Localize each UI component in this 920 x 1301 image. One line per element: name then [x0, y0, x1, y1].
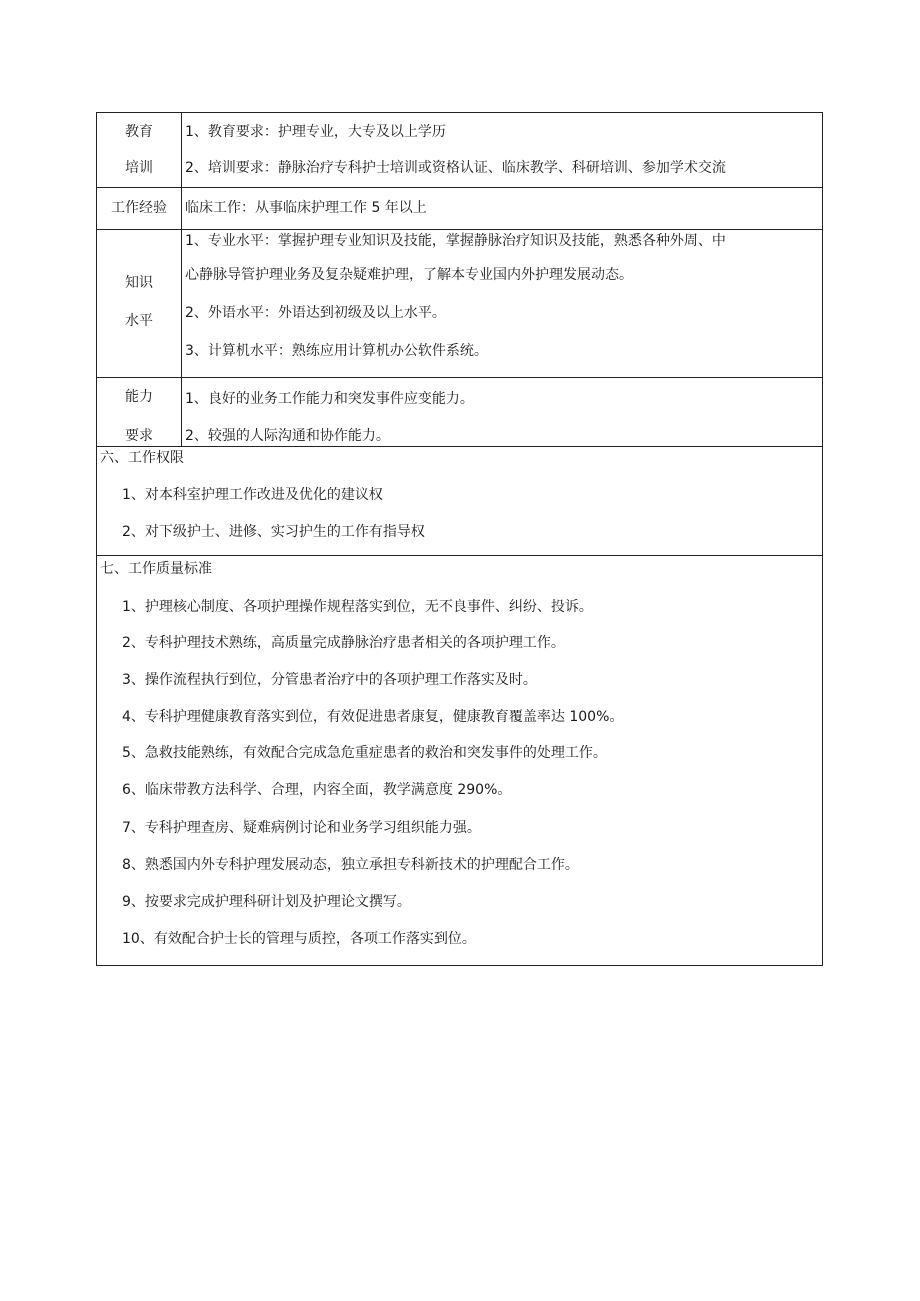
knowledge-line: 1、专业水平：掌握护理专业知识及技能，掌握静脉治疗知识及技能，熟悉各种外周、中	[185, 233, 726, 249]
ability-label-line1: 能力	[125, 389, 153, 405]
education-line: 2、培训要求：静脉治疗专科护士培训或资格认证、临床教学、科研培训、参加学术交流	[185, 160, 726, 176]
authority-item: 1、对本科室护理工作改进及优化的建议权	[122, 487, 383, 503]
job-description-table	[96, 112, 823, 966]
label-column-divider	[181, 113, 182, 446]
knowledge-label-line1: 知识	[125, 275, 153, 291]
quality-item: 10、有效配合护士长的管理与质控，各项工作落实到位。	[122, 931, 476, 947]
quality-item: 3、操作流程执行到位，分管患者治疗中的各项护理工作落实及时。	[122, 672, 537, 688]
ability-line: 2、较强的人际沟通和协作能力。	[185, 428, 390, 444]
quality-item: 8、熟悉国内外专科护理发展动态，独立承担专科新技术的护理配合工作。	[122, 857, 579, 873]
education-line: 1、教育要求：护理专业，大专及以上学历	[185, 124, 446, 140]
knowledge-line: 2、外语水平：外语达到初级及以上水平。	[185, 305, 446, 321]
education-label-line2: 培训	[125, 160, 153, 176]
knowledge-line: 心静脉导管护理业务及复杂疑难护理，了解本专业国内外护理发展动态。	[185, 267, 633, 283]
knowledge-label-line2: 水平	[125, 313, 153, 329]
row-divider	[97, 229, 822, 230]
row-divider	[97, 377, 822, 378]
quality-item: 2、专科护理技术熟练，高质量完成静脉治疗患者相关的各项护理工作。	[122, 635, 565, 651]
quality-item: 4、专科护理健康教育落实到位，有效促进患者康复，健康教育覆盖率达 100%。	[122, 709, 624, 725]
quality-item: 6、临床带教方法科学、合理，内容全面，教学满意度 290%。	[122, 782, 512, 798]
authority-item: 2、对下级护士、进修、实习护生的工作有指导权	[122, 524, 425, 540]
experience-text: 临床工作：从事临床护理工作 5 年以上	[185, 200, 427, 216]
quality-heading: 七、工作质量标准	[100, 561, 212, 577]
quality-item: 1、护理核心制度、各项护理操作规程落实到位，无不良事件、纠纷、投诉。	[122, 599, 593, 615]
ability-label-line2: 要求	[125, 428, 153, 444]
row-divider	[97, 187, 822, 188]
row-divider	[97, 555, 822, 556]
experience-label: 工作经验	[111, 200, 167, 216]
ability-line: 1、良好的业务工作能力和突发事件应变能力。	[185, 391, 474, 407]
authority-heading: 六、工作权限	[100, 450, 184, 466]
knowledge-line: 3、计算机水平：熟练应用计算机办公软件系统。	[185, 343, 488, 359]
row-divider	[97, 446, 822, 447]
quality-item: 9、按要求完成护理科研计划及护理论文撰写。	[122, 894, 411, 910]
quality-item: 7、专科护理查房、疑难病例讨论和业务学习组织能力强。	[122, 820, 481, 836]
quality-item: 5、急救技能熟练，有效配合完成急危重症患者的救治和突发事件的处理工作。	[122, 745, 607, 761]
education-label-line1: 教育	[125, 124, 153, 140]
